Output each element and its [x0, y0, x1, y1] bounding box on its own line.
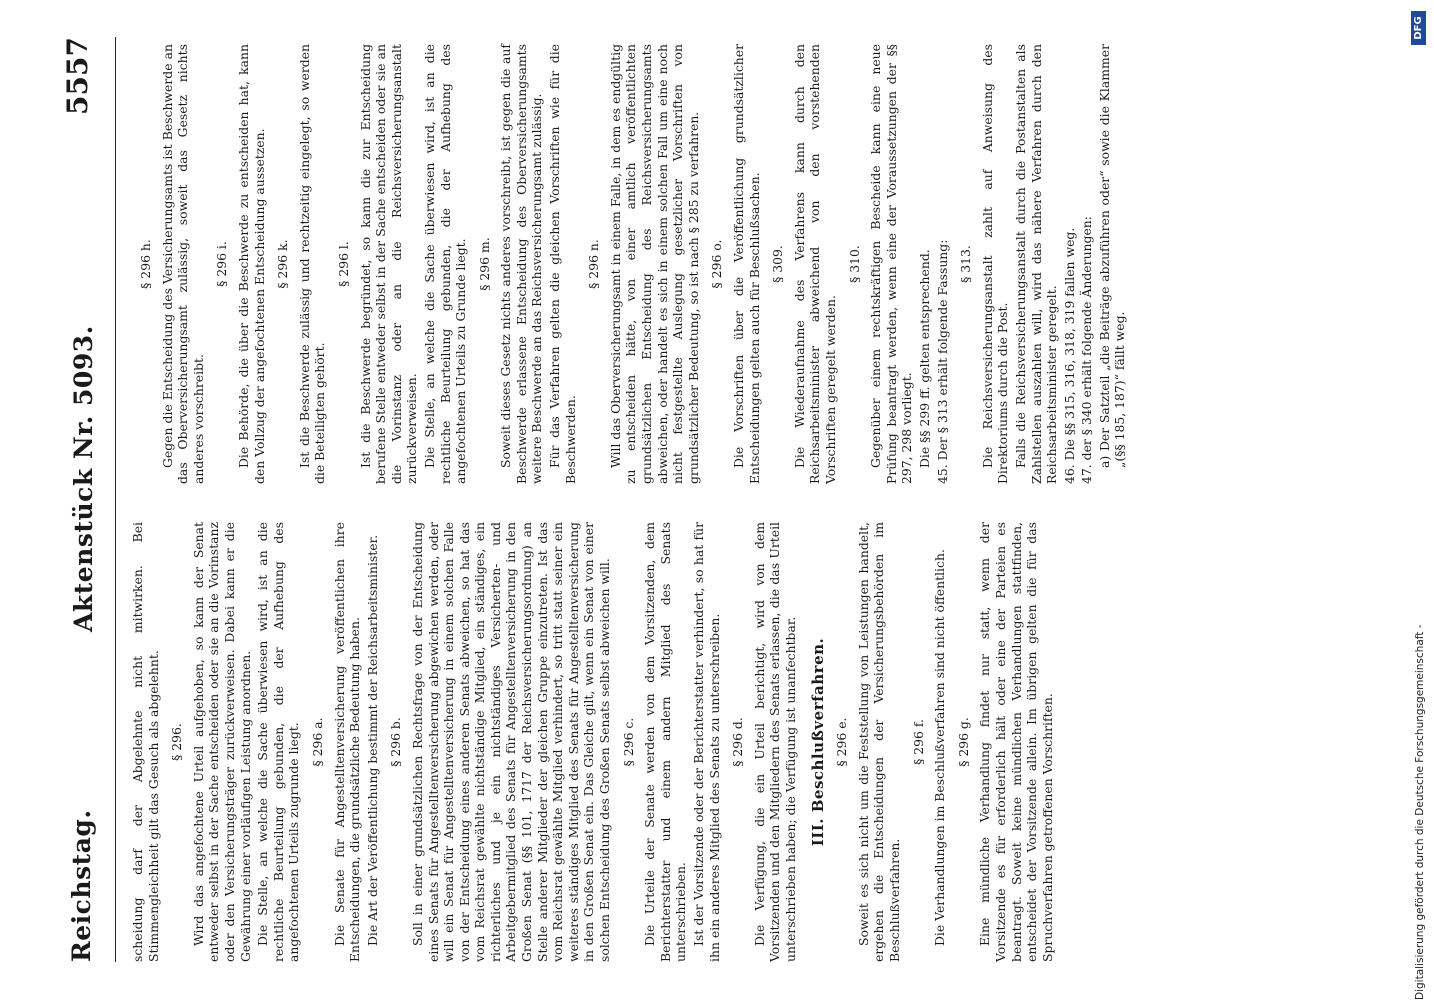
paragraph: Ist die Beschwerde zulässig und rechtzeitig eingelegt, so werden die Beteiligten gehört. [296, 44, 328, 484]
paragraph: Die Stelle, an welche die Sache überwiesen wird, ist an die rechtliche Beurteilung gebunden, die der Aufhebung des angefochtenen Urteils zu Grunde liegt. [421, 44, 469, 484]
paragraph: Die Wiederaufnahme des Verfahrens kann durch den Reichsarbeitsminister abweichend von den vorstehenden Vorschriften geregelt werden. [791, 44, 838, 484]
digitization-note: Digitalisierung gefördert durch die Deutsche Forschungsgemeinschaft - [1414, 624, 1426, 1000]
section-heading: § 296 n. [586, 239, 602, 289]
paragraph: Gegenüber einem rechtskräftigen Bescheide kann eine neue Prüfung beantragt werden, wenn eine der Voraussetzungen der §§ 297, 298 vorliegt. [868, 44, 915, 484]
paragraph: Ist die Beschwerde begründet, so kann die zur Entscheidung berufene Stelle entweder selbst in der Sache entscheiden oder sie an die Vorinstanz oder an die Reichsversicherungsanstalt zurückverweisen. [357, 44, 420, 484]
section-heading: § 309. [770, 245, 786, 283]
paragraph: Gegen die Entscheidung des Versicherungsamts ist Beschwerde an das Oberversicherungsamt zulässig, soweit das Gesetz nichts anderes vorschreibt. [159, 44, 206, 484]
paragraph: Falls die Reichsversicherungsanstalt durch die Postanstalten als Zahlstellen auszahlen will, wird das nähere Verfahren durch den Reichsarbeitsminister geregelt. [1012, 44, 1060, 484]
section-heading: § 296 c. [620, 717, 636, 767]
paragraph: Die Verhandlungen im Beschlußverfahren sind nicht öffentlich. [932, 549, 948, 946]
section-heading: § 296 a. [309, 717, 325, 767]
numbered-item: 45. Der § 313 erhält folgende Fassung: [934, 239, 950, 484]
paragraph: Die Urteile der Senate werden von dem Vorsitzenden, dem Berichterstatter und einem andern Mitglied des Senats unterschrieben. [642, 522, 689, 962]
header-center: Aktenstück Nr. 5093. [69, 325, 98, 632]
section-heading: § 296 i. [214, 241, 230, 287]
section-heading: § 296 g. [955, 717, 971, 767]
section-heading: § 296 m. [476, 237, 492, 291]
paragraph: scheidung darf der Abgelehnte nicht mitwirken. Bei Stimmengleichheit gilt das Gesuch als abgelehnt. [130, 522, 161, 962]
paragraph: Die §§ 299 ff. gelten entsprechend. [916, 249, 932, 468]
section-heading: § 313. [958, 245, 974, 283]
dfg-logo: DFG [1411, 11, 1426, 45]
section-heading: § 296 h. [138, 239, 153, 289]
section-heading: § 296 b. [388, 717, 404, 767]
paragraph: Eine mündliche Verhandlung findet nur statt, wenn der Vorsitzende es für erforderlich hält oder eine der Parteien es beantragt. Soweit keine mündlichen Verhandlungen stattfinden, entscheidet der Vorsitzende allein. Im übrigen gelten die für das Spruchverfahren getroffenen Vorschriften. [977, 522, 1055, 962]
section-heading: § 296 d. [730, 717, 746, 767]
numbered-item: 47. der § 340 erhält folgende Änderungen: [1079, 216, 1095, 484]
paragraph: Wird das angefochtene Urteil aufgehoben, so kann der Senat entweder selbst in der Sache entscheiden oder sie an die Vorinstanz oder den Versicherungsträger zurückverweisen. Dabei kann er die Gewährung einer vorläufigen Leistung anordnen. [190, 522, 253, 962]
section-heading: § 296. [169, 723, 185, 761]
section-heading: § 296 o. [709, 239, 725, 289]
paragraph: Die Behörde, die über die Beschwerde zu entscheiden hat, kann den Vollzug der angefochtenen Entscheidung aussetzen. [235, 44, 267, 484]
right-column [130, 44, 1130, 484]
paragraph: Die Senate für Angestelltenversicherung veröffentlichen ihre Entscheidungen, die grundsätzliche Bedeutung haben. [331, 522, 363, 962]
paragraph: Soweit dieses Gesetz nichts anderes vorschreibt, ist gegen die auf Beschwerde erlassene Entscheidung des Oberversicherungsamts weitere Beschwerde an das Reichsversicherungsamt zulässig. [498, 44, 545, 484]
document-page [55, 37, 1245, 962]
numbered-item: a) Der Satzteil „die Beiträge abzuführen oder“ sowie die Klammer „(§§ 185, 187)“ fällt weg. [1096, 44, 1128, 468]
paragraph: Die Art der Veröffentlichung bestimmt der Reichsarbeitsminister. [364, 534, 380, 946]
paragraph: Die Stelle, an welche die Sache überwiesen wird, ist an die rechtliche Beurteilung gebunden, die der Aufhebung des angefochtenen Urteils zugrunde liegt. [255, 522, 302, 962]
section-heading: § 296 l. [335, 241, 351, 287]
paragraph: Soll in einer grundsätzlichen Rechtsfrage von der Entscheidung eines Senats für Angestelltenversicherung abgewichen werden, oder will ein Senat für Angestelltenversicherung in einem solchen Falle von der Entscheidung eines anderen Senats abweichen, so hat das vom Reichsrat gewählte nichtständige Mitglied, ein ständiges, ein richterliches und je ein nichtständiges Versicherten- und Arbeitgebermitglied des Senats für Angestelltenversicherung in den Großen Senat (§§ 101, 1717 der Reichsversicherungsordnung) an Stelle anderer Mitglieder der gleichen Gruppe einzutreten. Ist das vom Reichsrat gewählte Mitglied verhindert, so tritt statt seiner ein weiteres ständiges Mitglied des Senats für Angestelltenversicherung in den Großen Senat ein. Das Gleiche gilt, wenn ein Senat von einer solchen Entscheidung des Großen Senats selbst abweichen will. [409, 522, 613, 962]
paragraph: Will das Oberversicherungsamt in einem Falle, in dem es endgültig zu entscheiden hätte, von einer amtlich veröffentlichten grundsätzlichen Entscheidung des Reichsversicherungsamts abweichen, oder handelt es sich in einem solchen Fall um eine noch nicht festgestellte Auslegung gesetzlicher Vorschriften von grundsätzlicher Bedeutung, so ist nach § 285 zu verfahren. [607, 44, 701, 484]
paragraph: Ist der Vorsitzende oder der Berichterstatter verhindert, so hat für ihn ein anderes Mitglied des Senats zu unterschreiben. [691, 522, 722, 962]
numbered-item: 46. Die §§ 315, 316, 318, 319 fallen weg. [1061, 227, 1077, 484]
paragraph: Für das Verfahren gelten die gleichen Vorschriften wie für die Beschwerden. [547, 44, 578, 484]
paragraph: Die Vorschriften über die Veröffentlichung grundsätzlicher Entscheidungen gelten auch für Beschlußsachen. [731, 44, 762, 484]
section-heading: § 310. [846, 245, 862, 283]
paragraph: Die Verfügung, die ein Urteil berichtigt, wird von dem Vorsitzenden und den Mitgliedern des Senats erlassen, die das Urteil unterschrieben haben; die Verfügung ist unanfechtbar. [751, 522, 798, 962]
left-column [130, 522, 1057, 962]
header-left: Reichstag. [67, 809, 96, 962]
page-header [55, 37, 116, 962]
section-heading: § 296 k. [275, 239, 291, 289]
page-number: 5557 [61, 37, 94, 115]
section-heading: § 296 e. [834, 717, 850, 767]
section-heading: § 296 f. [910, 719, 926, 765]
part-heading: III. Beschlußverfahren. [808, 637, 827, 847]
paragraph: Die Reichsversicherungsanstalt zahlt auf Anweisung des Direktoriums durch die Post. [979, 44, 1011, 484]
paragraph: Soweit es sich nicht um die Feststellung von Leistungen handelt, ergehen die Entscheidungen der Versicherungsbehörden im Beschlußverfahren. [855, 522, 902, 962]
